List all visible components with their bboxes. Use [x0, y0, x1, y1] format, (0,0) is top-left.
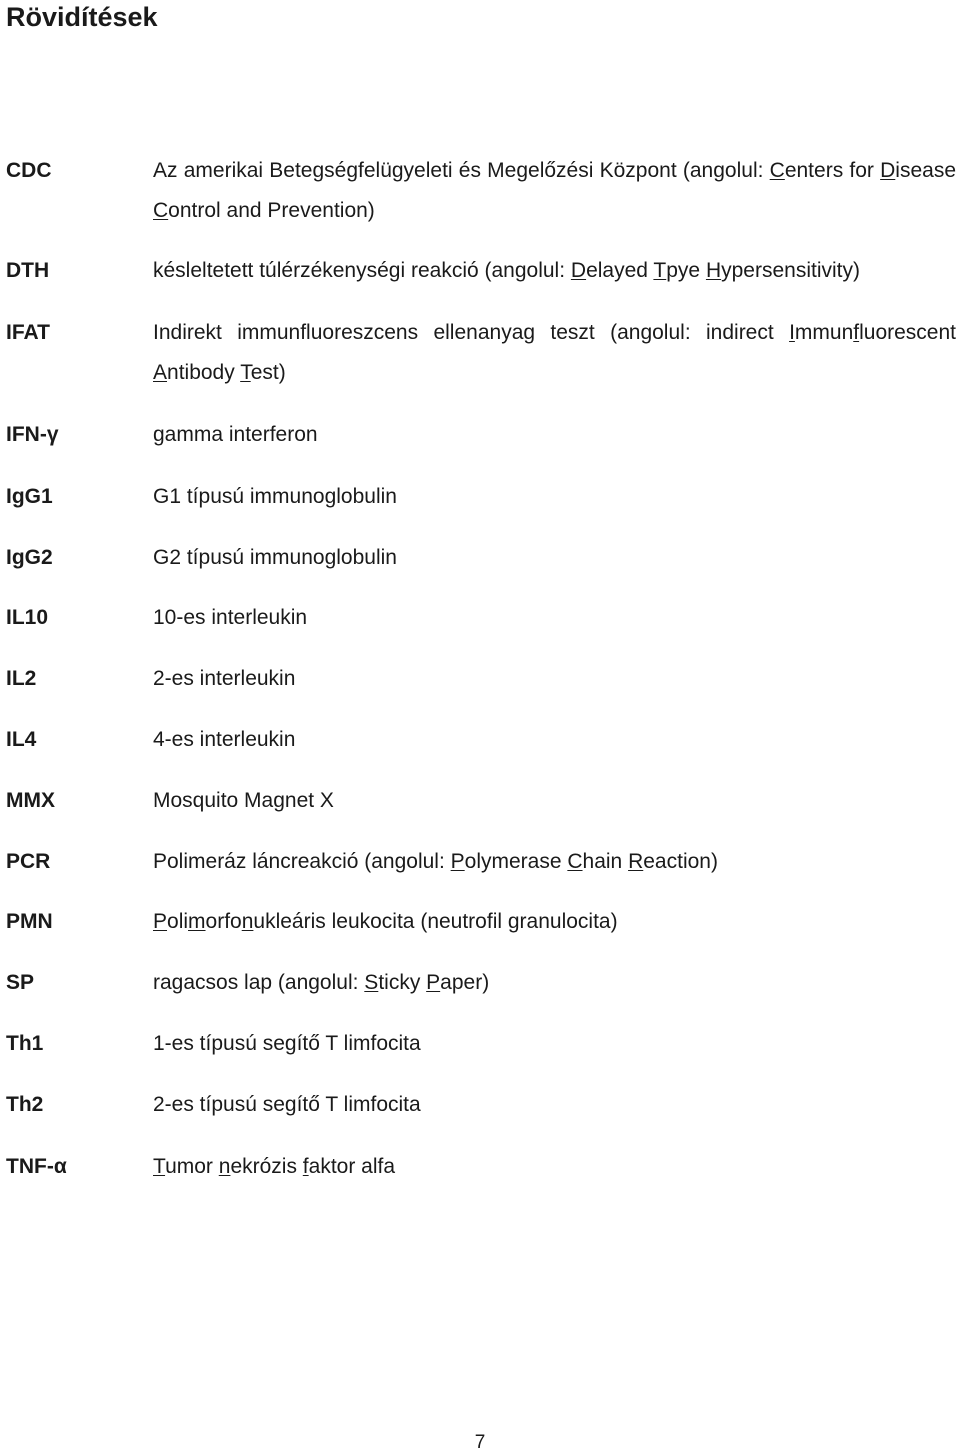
definition-text: gamma interferon: [153, 423, 318, 446]
definition-text: ontrol and Prevention): [168, 199, 375, 222]
definition-text: enters for: [784, 159, 881, 182]
underlined-letter: f: [853, 321, 860, 344]
definition: [153, 151, 956, 231]
definition-text: luorescent: [859, 321, 956, 344]
definition-text: ypersensitivity): [721, 259, 860, 282]
definition-text: Az amerikai Betegségfelügyeleti és Megelőzési Központ (angolul:: [153, 159, 770, 182]
definition-text: ekrózis: [230, 1155, 303, 1178]
definition-text: 1-es típusú segítő T limfocita: [153, 1032, 421, 1055]
definition-text: G1 típusú immunoglobulin: [153, 485, 397, 508]
definition-text: mmun: [794, 321, 854, 344]
underlined-letter: P: [426, 971, 441, 994]
underlined-letter: H: [705, 259, 722, 282]
definition: [153, 1085, 956, 1125]
abbreviation: DTH: [6, 259, 50, 282]
definition: [153, 477, 956, 517]
definition-text: 2-es típusú segítő T limfocita: [153, 1093, 421, 1116]
page-title: Rövidítések: [6, 2, 158, 32]
abbreviation: Th2: [6, 1093, 44, 1116]
definition: [153, 415, 956, 455]
definition-text: aper): [440, 971, 490, 994]
abbreviation: MMX: [6, 789, 55, 812]
definition-text: hain: [582, 850, 629, 873]
underlined-letter: A: [153, 361, 168, 384]
definition: [153, 1147, 956, 1187]
underlined-letter: P: [153, 910, 168, 933]
definition: [153, 720, 956, 760]
abbreviation: CDC: [6, 159, 52, 182]
definition-text: Indirekt immunfluoreszcens ellenanyag teszt (angolul: indirect: [153, 321, 790, 344]
underlined-letter: S: [364, 971, 379, 994]
underlined-letter: R: [628, 850, 644, 873]
definition-text: 2-es interleukin: [153, 667, 296, 690]
definition-text: eaction): [643, 850, 718, 873]
underlined-letter: P: [450, 850, 465, 873]
underlined-letter: D: [570, 259, 587, 282]
underlined-letter: D: [880, 159, 896, 182]
abbreviation: PMN: [6, 910, 53, 933]
underlined-letter: T: [653, 259, 667, 282]
definition-text: isease: [895, 159, 956, 182]
definition-text: G2 típusú immunoglobulin: [153, 546, 397, 569]
abbreviation: PCR: [6, 850, 51, 873]
definition-text: ukleáris leukocita (neutrofil granulocita): [253, 910, 618, 933]
definition-text: Mosquito Magnet X: [153, 789, 334, 812]
definition-text: 10-es interleukin: [153, 606, 308, 629]
underlined-letter: n: [218, 1155, 231, 1178]
underlined-letter: m: [188, 910, 206, 933]
definition-text: umor: [165, 1155, 219, 1178]
definition: [153, 842, 956, 882]
abbreviation: IFAT: [6, 321, 50, 344]
abbreviation: IFN-γ: [6, 423, 59, 446]
definition: [153, 1024, 956, 1064]
definition-text: olymerase: [464, 850, 568, 873]
definition: [153, 313, 956, 393]
definition: [153, 251, 956, 291]
abbreviation: IL10: [6, 606, 49, 629]
definition-text: ragacsos lap (angolul:: [153, 971, 365, 994]
definition-text: orfo: [205, 910, 242, 933]
abbreviation: IgG2: [6, 546, 53, 569]
definition-text: pye: [666, 259, 706, 282]
definition-text: 4-es interleukin: [153, 728, 296, 751]
underlined-letter: T: [153, 1155, 166, 1178]
definition-text: aktor alfa: [308, 1155, 396, 1178]
definition-text: elayed: [586, 259, 654, 282]
abbreviation: IL4: [6, 728, 37, 751]
definition: [153, 538, 956, 578]
abbreviation: TNF-α: [6, 1155, 67, 1178]
underlined-letter: I: [789, 321, 795, 344]
definition: [153, 781, 956, 821]
underlined-letter: C: [567, 850, 583, 873]
definition-text: Polimeráz láncreakció (angolul:: [153, 850, 451, 873]
page-number: 7: [474, 1432, 486, 1453]
definition-text: ticky: [378, 971, 427, 994]
definition-text: késleltetett túlérzékenységi reakció (angolul:: [153, 259, 571, 282]
underlined-letter: f: [302, 1155, 309, 1178]
definition-text: ntibody: [167, 361, 241, 384]
underlined-letter: C: [769, 159, 785, 182]
definition: [153, 659, 956, 699]
abbreviation: Th1: [6, 1032, 44, 1055]
definition: [153, 598, 956, 638]
definition: [153, 963, 956, 1003]
definition-text: est): [250, 361, 286, 384]
abbreviation: SP: [6, 971, 35, 994]
underlined-letter: T: [240, 361, 251, 384]
abbreviation: IL2: [6, 667, 37, 690]
underlined-letter: n: [241, 910, 254, 933]
abbreviation: IgG1: [6, 485, 53, 508]
definition-text: oli: [167, 910, 189, 933]
underlined-letter: C: [153, 199, 169, 222]
definition: [153, 902, 956, 942]
